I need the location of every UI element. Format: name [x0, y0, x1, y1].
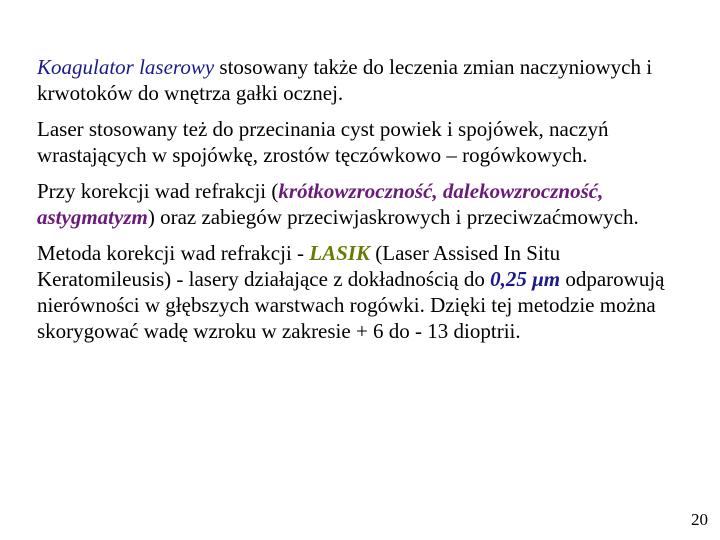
term-refraction-errors: krótkowzroczność, dalekowzroczność, astygmatyzm — [37, 179, 604, 229]
paragraph-laser-cutting — [37, 116, 697, 168]
paragraph-text: odparowują nierówności w głębszych warstwach rogówki. Dzięki tej metodzie można skorygować wadę wzroku w zakresie + 6 do - 13 dioptrii. — [37, 267, 665, 343]
paragraph-laser-coagulator — [37, 54, 697, 106]
page-number: 20 — [691, 510, 708, 529]
paragraph-text: Metoda korekcji wad refrakcji - — [37, 241, 310, 265]
term-precision: 0,25 μm — [490, 267, 561, 291]
term-lasik: LASIK — [309, 241, 370, 265]
paragraph-text: stosowany także do leczenia zmian naczyniowych i krwotoków do wnętrza gałki ocznej. — [37, 55, 653, 105]
slide-body — [37, 54, 697, 354]
paragraph-lasik — [37, 240, 697, 344]
paragraph-text: (Laser Assised In Situ Keratomileusis) - lasery działające z dokładnością do — [37, 241, 561, 291]
paragraph-refraction-correction — [37, 178, 697, 230]
term-laser-coagulator: Koagulator laserowy — [37, 55, 215, 79]
paragraph-text: ) oraz zabiegów przeciwjaskrowych i przeciwzaćmowych. — [147, 205, 639, 229]
paragraph-text: Laser stosowany też do przecinania cyst powiek i spojówek, naczyń wrastających w spojówkę, zrostów tęczówkowo – rogówkowych. — [37, 117, 609, 167]
paragraph-text: Przy korekcji wad refrakcji ( — [37, 179, 279, 203]
